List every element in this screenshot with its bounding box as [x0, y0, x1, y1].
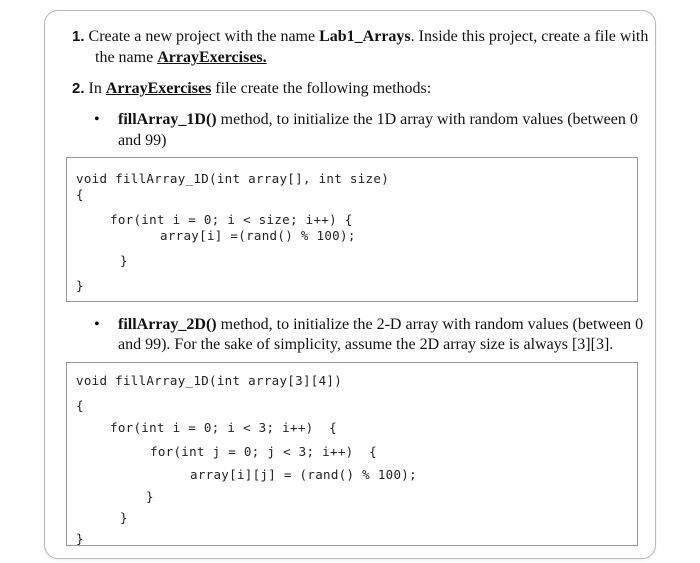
file-name-link: ArrayExercises.	[157, 49, 267, 66]
bullet-1-dot: •	[94, 111, 100, 128]
bullet-1-line-2: and 99)	[118, 132, 167, 149]
code-2-line-3: for(int i = 0; i < 3; i++) {	[110, 420, 337, 435]
bullet-2-line-2: and 99). For the sake of simplicity, assume the 2D array size is always [3][3].	[118, 336, 614, 353]
bullet-2-line-1	[118, 315, 643, 335]
item-1-text-c: the name	[95, 49, 158, 66]
code-1-line-3: for(int i = 0; i < size; i++) {	[110, 212, 353, 227]
code-2-line-7: }	[120, 510, 128, 525]
item-1-line-1	[72, 27, 648, 47]
code-1-line-1: void fillArray_1D(int array[], int size)	[76, 171, 390, 186]
code-2-line-2: {	[76, 398, 84, 413]
code-2-line-4: for(int j = 0; j < 3; i++) {	[150, 444, 377, 459]
code-2-line-8: }	[76, 531, 84, 546]
bullet-2-dot: •	[94, 316, 100, 333]
bullet-1-text-a: method, to initialize the 1D array with random values (between 0	[216, 111, 638, 128]
bullet-1-method: fillArray_1D()	[118, 111, 217, 128]
item-1-text-b: . Inside this project, create a file with	[410, 28, 649, 45]
code-1-line-2: {	[76, 187, 84, 202]
bullet-1-line-1	[118, 110, 638, 130]
project-name: Lab1_Arrays	[319, 28, 411, 45]
code-1-line-4: array[i] =(rand() % 100);	[160, 228, 356, 243]
code-1-line-6: }	[76, 278, 84, 293]
item-1-line-2	[95, 48, 267, 68]
item-2-line	[72, 79, 431, 99]
code-2-line-5: array[i][j] = (rand() % 100);	[190, 467, 417, 482]
code-1-line-5: }	[120, 253, 128, 268]
code-2-line-1: void fillArray_1D(int array[3][4])	[76, 373, 343, 388]
item-2-text-a: In	[88, 80, 106, 97]
item-1-number: 1.	[72, 28, 85, 45]
bullet-2-method: fillArray_2D()	[118, 316, 217, 333]
bullet-2-text-a: method, to initialize the 2-D array with random values (between 0	[216, 316, 644, 333]
item-2-text-b: file create the following methods:	[211, 80, 432, 97]
item-2-file-name: ArrayExercises	[105, 80, 212, 97]
item-1-text-a: Create a new project with the name	[88, 28, 320, 45]
item-2-number: 2.	[72, 80, 85, 97]
code-2-line-6: }	[146, 489, 154, 504]
